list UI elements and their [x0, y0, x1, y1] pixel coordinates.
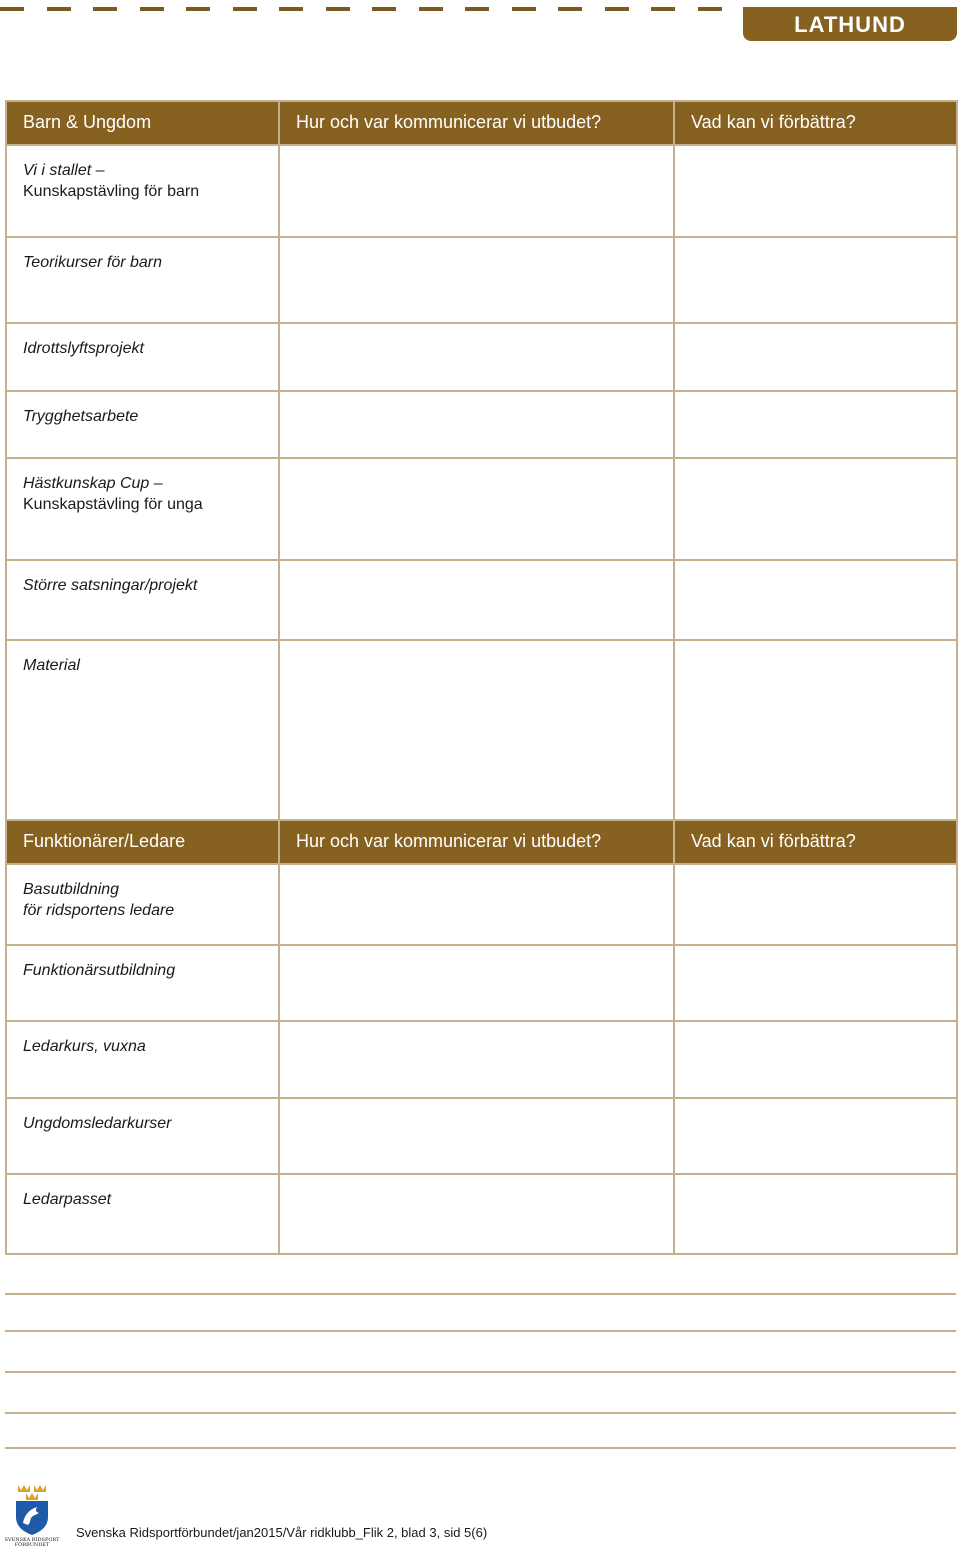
dash-segment — [233, 7, 257, 11]
kommunicerar-field[interactable] — [279, 1098, 674, 1174]
row-label-line1: Ledarkurs, vuxna — [23, 1038, 146, 1055]
forbattra-field[interactable] — [674, 458, 957, 560]
forbattra-field[interactable] — [674, 560, 957, 640]
row-label-line1: Större satsningar/projekt — [23, 577, 198, 594]
row-label — [6, 391, 279, 458]
table-row — [6, 1098, 957, 1174]
dash-segment — [47, 7, 71, 11]
kommunicerar-field[interactable] — [279, 237, 674, 323]
row-label — [6, 237, 279, 323]
row-label-line1: Vi i stallet – — [23, 162, 105, 179]
header-kommunicerar: Hur och var kommunicerar vi utbudet? — [279, 101, 674, 145]
dash-segment — [465, 7, 489, 11]
table-row — [6, 945, 957, 1021]
note-line[interactable] — [5, 1412, 956, 1414]
dash-segment — [512, 7, 536, 11]
row-label-line1: Ledarpasset — [23, 1191, 112, 1208]
row-label-line1: Trygghetsarbete — [23, 408, 139, 425]
header-forbattra: Vad kan vi förbättra? — [674, 820, 957, 864]
row-label — [6, 1021, 279, 1098]
table-header-row — [6, 820, 957, 864]
row-label — [6, 323, 279, 391]
note-line[interactable] — [5, 1330, 956, 1332]
kommunicerar-field[interactable] — [279, 640, 674, 821]
kommunicerar-field[interactable] — [279, 458, 674, 560]
row-label — [6, 640, 279, 821]
row-label — [6, 145, 279, 237]
kommunicerar-field[interactable] — [279, 560, 674, 640]
forbattra-field[interactable] — [674, 1021, 957, 1098]
row-label — [6, 945, 279, 1021]
dash-segment — [93, 7, 117, 11]
dash-segment — [140, 7, 164, 11]
note-line[interactable] — [5, 1293, 956, 1295]
row-label-line1: Hästkunskap Cup – — [23, 475, 163, 492]
kommunicerar-field[interactable] — [279, 391, 674, 458]
dash-segment — [419, 7, 443, 11]
row-label-line2: Kunskapstävling för unga — [23, 496, 203, 513]
header-funktionarer-ledare: Funktionärer/Ledare — [6, 820, 279, 864]
forbattra-field[interactable] — [674, 640, 957, 821]
kommunicerar-field[interactable] — [279, 864, 674, 945]
kommunicerar-field[interactable] — [279, 1174, 674, 1254]
table-row — [6, 1021, 957, 1098]
dash-segment — [186, 7, 210, 11]
dash-segment — [326, 7, 350, 11]
dash-segment — [279, 7, 303, 11]
note-line[interactable] — [5, 1371, 956, 1373]
kommunicerar-field[interactable] — [279, 1021, 674, 1098]
forbattra-field[interactable] — [674, 1098, 957, 1174]
top-dashed-line — [0, 7, 730, 11]
row-label-line1: Teorikurser för barn — [23, 254, 163, 271]
svenska-ridsportforbundet-logo — [3, 1483, 61, 1547]
forbattra-field[interactable] — [674, 945, 957, 1021]
logo-text-line1: SVENSKA RIDSPORT — [4, 1537, 60, 1543]
forbattra-field[interactable] — [674, 237, 957, 323]
dash-segment — [0, 7, 24, 11]
table-row — [6, 640, 957, 821]
note-line[interactable] — [5, 1447, 956, 1449]
row-label — [6, 1098, 279, 1174]
table-row — [6, 237, 957, 323]
header-forbattra: Vad kan vi förbättra? — [674, 101, 957, 145]
row-label-line1: Ungdomsledarkurser — [23, 1115, 172, 1132]
dash-segment — [372, 7, 396, 11]
table-row — [6, 323, 957, 391]
table-row — [6, 145, 957, 237]
header-kommunicerar: Hur och var kommunicerar vi utbudet? — [279, 820, 674, 864]
table-row — [6, 458, 957, 560]
dash-segment — [651, 7, 675, 11]
table-row — [6, 1174, 957, 1254]
row-label — [6, 1174, 279, 1254]
barn-ungdom-table — [5, 100, 958, 822]
row-label — [6, 458, 279, 560]
funktionarer-ledare-table — [5, 819, 958, 1255]
row-label-line1: Funktionärsutbildning — [23, 962, 176, 979]
logo-text-line2: FÖRBUNDET — [14, 1542, 50, 1547]
row-label — [6, 560, 279, 640]
row-label-line1: Basutbildning — [23, 881, 120, 898]
header-barn-ungdom: Barn & Ungdom — [6, 101, 279, 145]
table-row — [6, 864, 957, 945]
dash-segment — [605, 7, 629, 11]
forbattra-field[interactable] — [674, 391, 957, 458]
kommunicerar-field[interactable] — [279, 323, 674, 391]
forbattra-field[interactable] — [674, 864, 957, 945]
row-label — [6, 864, 279, 945]
footer-text: Svenska Ridsportförbundet/jan2015/Vår ridklubb_Flik 2, blad 3, sid 5(6) — [76, 1525, 488, 1540]
table-row — [6, 391, 957, 458]
table-row — [6, 560, 957, 640]
row-label-line2: Kunskapstävling för barn — [23, 183, 200, 200]
forbattra-field[interactable] — [674, 1174, 957, 1254]
dash-segment — [698, 7, 722, 11]
lathund-tab: LATHUND — [743, 7, 957, 41]
row-label-line1: Idrottslyftsprojekt — [23, 340, 144, 357]
forbattra-field[interactable] — [674, 323, 957, 391]
dash-segment — [558, 7, 582, 11]
kommunicerar-field[interactable] — [279, 945, 674, 1021]
row-label-line2: för ridsportens ledare — [23, 902, 175, 919]
kommunicerar-field[interactable] — [279, 145, 674, 237]
forbattra-field[interactable] — [674, 145, 957, 237]
table-header-row — [6, 101, 957, 145]
row-label-line1: Material — [23, 657, 80, 674]
